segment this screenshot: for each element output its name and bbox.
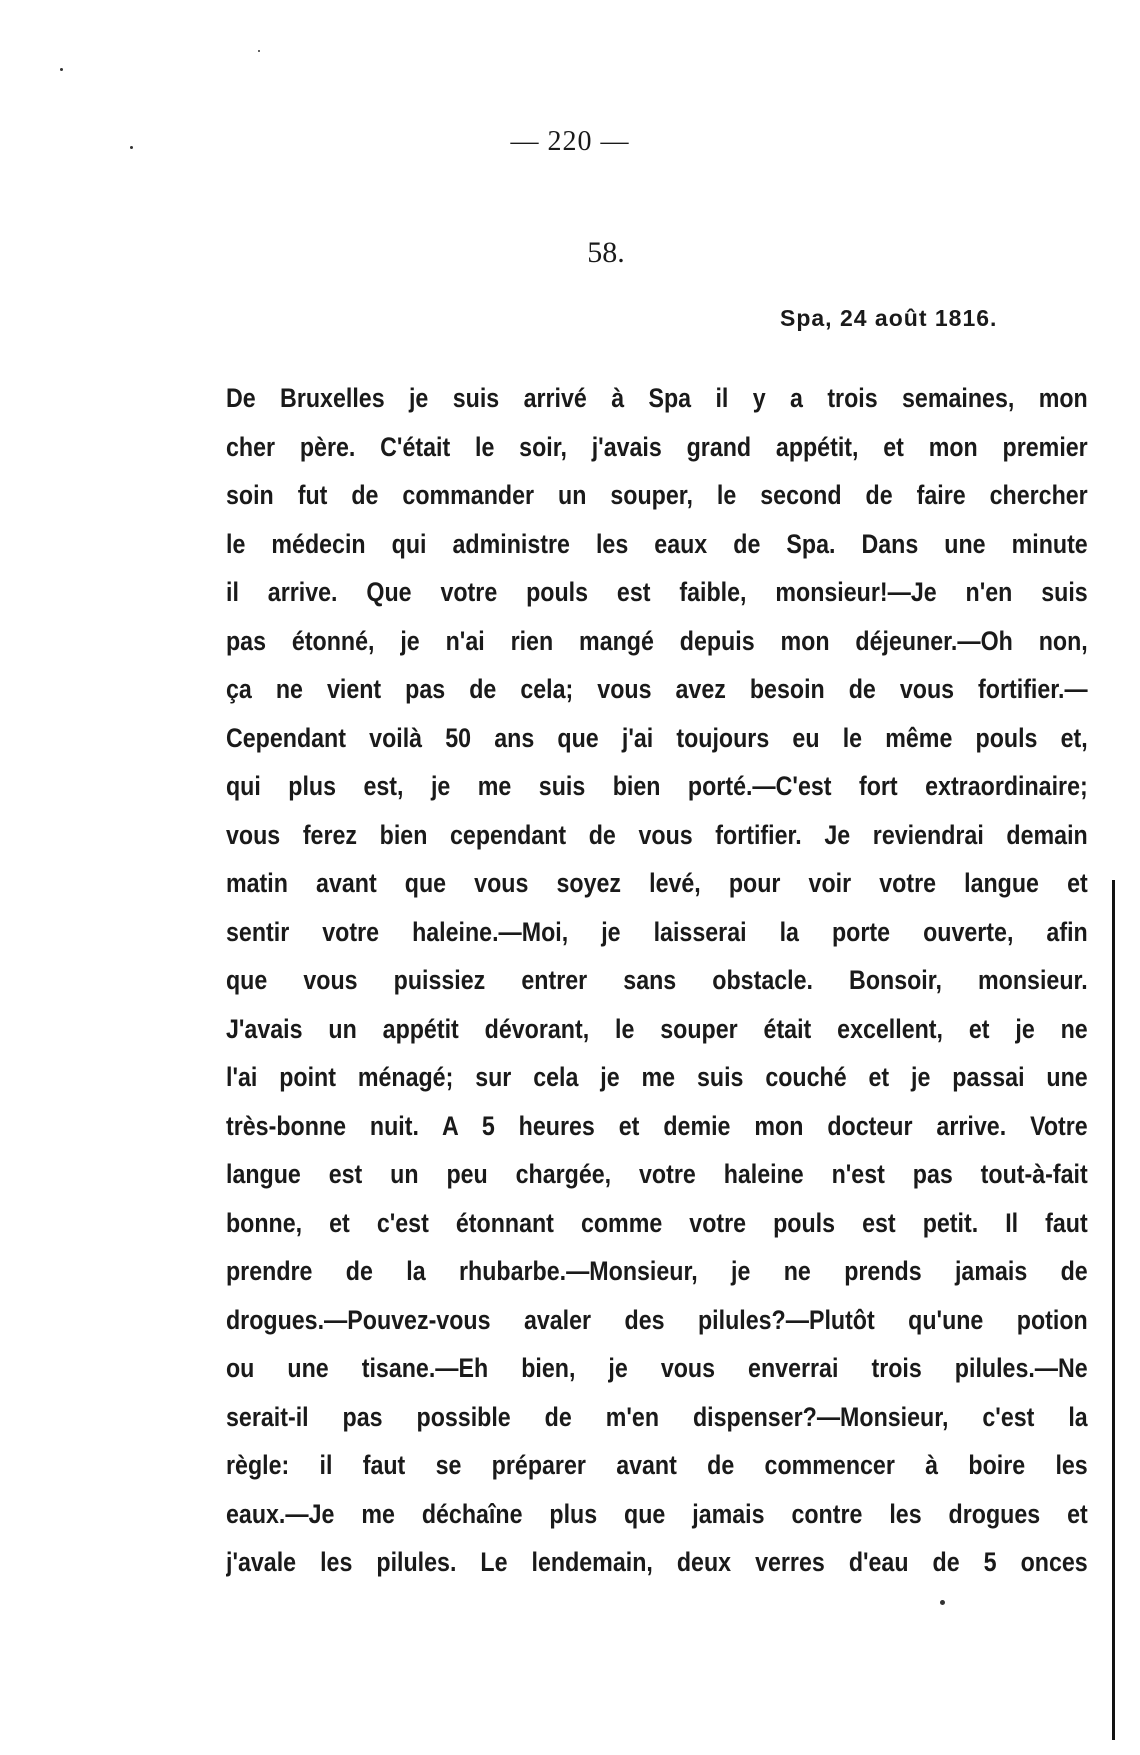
scan-speck: [258, 50, 260, 52]
text-line: vous ferez bien cependant de vous fortifier. Je reviendrai demain: [226, 819, 1088, 850]
text-line: soin fut de commander un souper, le second de faire chercher: [226, 480, 1088, 510]
text-line: serait-il pas possible de m'en dispenser?—Monsieur, c'est la: [226, 1401, 1088, 1432]
text-line: langue est un peu chargée, votre haleine n'est pas tout-à-fait: [226, 1159, 1088, 1189]
scan-speck: [130, 146, 133, 149]
text-line: qui plus est, je me suis bien porté.—C'est fort extraordinaire;: [226, 771, 1088, 801]
text-line: matin avant que vous soyez levé, pour voir votre langue et: [226, 868, 1088, 898]
scan-edge-line: [1112, 880, 1115, 1740]
scan-speck: [940, 1600, 945, 1605]
text-line: J'avais un appétit dévorant, le souper était excellent, et je ne: [226, 1013, 1088, 1044]
text-line: drogues.—Pouvez-vous avaler des pilules?—Plutôt qu'une potion: [226, 1304, 1088, 1335]
text-line: règle: il faut se préparer avant de commencer à boire les: [226, 1450, 1088, 1480]
text-line: l'ai point ménagé; sur cela je me suis couché et je passai une: [226, 1062, 1088, 1092]
text-line: que vous puissiez entrer sans obstacle. Bonsoir, monsieur.: [226, 965, 1088, 995]
text-line: Cependant voilà 50 ans que j'ai toujours eu le même pouls et,: [226, 722, 1088, 753]
text-line: bonne, et c'est étonnant comme votre pouls est petit. Il faut: [226, 1207, 1088, 1238]
text-line: pas étonné, je n'ai rien mangé depuis mon déjeuner.—Oh non,: [226, 625, 1088, 656]
text-line: sentir votre haleine.—Moi, je laisserai la porte ouverte, afin: [226, 916, 1088, 947]
text-line: ou une tisane.—Eh bien, je vous enverrai trois pilules.—Ne: [226, 1353, 1088, 1383]
letter-number: 58.: [587, 236, 625, 269]
text-line: il arrive. Que votre pouls est faible, monsieur!—Je n'en suis: [226, 577, 1088, 607]
text-line: eaux.—Je me déchaîne plus que jamais contre les drogues et: [226, 1498, 1088, 1529]
text-line: De Bruxelles je suis arrivé à Spa il y a trois semaines, mon: [226, 383, 1088, 413]
scan-speck: [60, 68, 63, 71]
text-line: j'avale les pilules. Le lendemain, deux verres d'eau de 5 onces: [226, 1547, 1088, 1577]
body-text: [226, 374, 1088, 1587]
text-line: ça ne vient pas de cela; vous avez besoin de vous fortifier.—: [226, 674, 1088, 704]
text-line: très-bonne nuit. A 5 heures et demie mon docteur arrive. Votre: [226, 1110, 1088, 1141]
text-line: le médecin qui administre les eaux de Spa. Dans une minute: [226, 528, 1088, 559]
text-line: prendre de la rhubarbe.—Monsieur, je ne prends jamais de: [226, 1256, 1088, 1286]
dateline: Spa, 24 août 1816.: [780, 305, 998, 331]
page-number-header: — 220 —: [510, 126, 630, 157]
text-line: cher père. C'était le soir, j'avais grand appétit, et mon premier: [226, 431, 1088, 462]
